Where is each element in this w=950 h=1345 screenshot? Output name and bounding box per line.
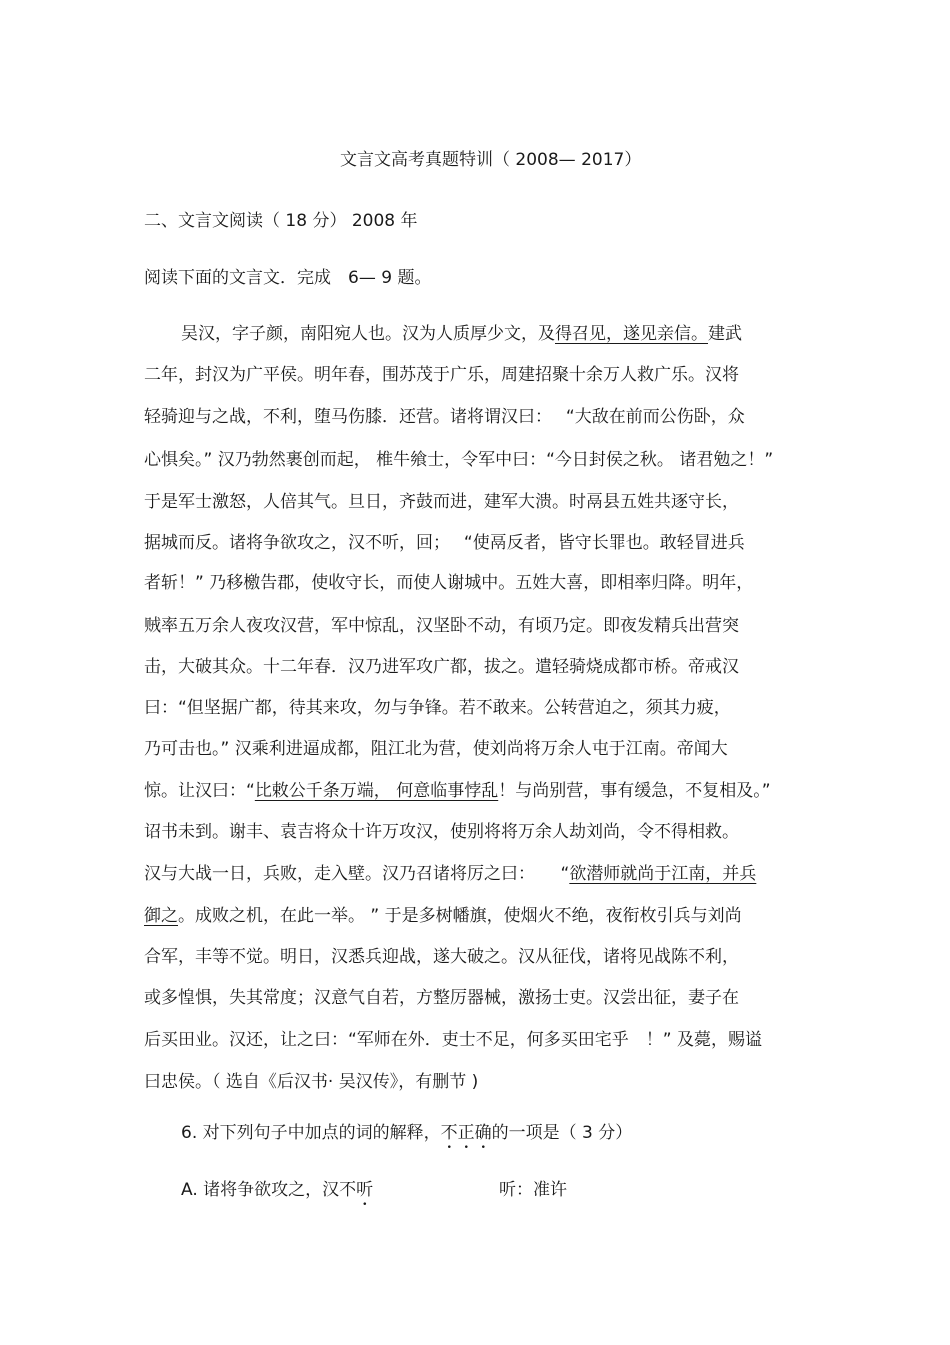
option-a bbox=[181, 1179, 567, 1210]
passage-line-9: 击，大破其众。十二年春．汉乃进军攻广都，拔之。遣轻骑烧成都市桥。帝戒汉 bbox=[144, 657, 739, 677]
dotted-word: 听 bbox=[356, 1180, 374, 1200]
passage-text: 吴汉，字子颜，南阳宛人也。汉为人质厚少文，及 bbox=[181, 324, 555, 344]
passage-line-18: 后买田业。汉还，让之曰：“军师在外．吏士不足，何多买田宅乎 ！” 及薨，赐谥 bbox=[144, 1030, 763, 1050]
option-sentence: 诸将争欲攻之，汉不 bbox=[203, 1180, 357, 1200]
page-title: 文言文高考真题特训（ 2008— 2017） bbox=[340, 150, 642, 170]
passage-text: 建武 bbox=[708, 324, 742, 344]
underlined-phrase: 比敕公千条万端， 何意临事悖乱 bbox=[254, 781, 499, 801]
underlined-phrase: 御之 bbox=[144, 906, 178, 926]
instruction-text: 阅读下面的文言文．完成 6— 9 题。 bbox=[144, 268, 432, 288]
question-text: 6. 对下列句子中加点的词的解释， bbox=[181, 1123, 441, 1143]
section-heading: 二、文言文阅读（ 18 分） 2008 年 bbox=[144, 211, 418, 231]
option-label: A. bbox=[181, 1180, 198, 1200]
passage-line-15 bbox=[144, 905, 742, 927]
underlined-phrase: 欲潜师就尚于江南，并兵 bbox=[569, 864, 757, 884]
passage-line-16: 合军，丰等不觉。明日，汉悉兵迎战，遂大破之。汉从征伐，诸将见战陈不利， bbox=[144, 947, 739, 967]
passage-text: 惊。让汉曰：“ bbox=[144, 781, 255, 801]
passage-line-5: 于是军士激怒，人倍其气。旦日，齐鼓而进，建军大溃。时鬲县五姓共逐守长， bbox=[144, 492, 739, 512]
passage-line-10: 曰：“但坚据广都，待其来攻，勿与争锋。若不敢来。公转营迫之，须其力疲， bbox=[144, 698, 731, 718]
question-6 bbox=[181, 1122, 632, 1153]
passage-line-2: 二年，封汉为广平侯。明年春，围苏茂于广乐，周建招聚十余万人救广乐。汉将 bbox=[144, 365, 739, 385]
emphasis-dotted: 不正确 bbox=[440, 1123, 492, 1143]
option-meaning: 听：准许 bbox=[499, 1180, 567, 1200]
passage-text: ！与尚别营，事有缓急，不复相及。” bbox=[498, 781, 771, 801]
passage-line-3: 轻骑迎与之战，不利，堕马伤膝．还营。诸将谓汉曰： “大敌在前而公伤卧，众 bbox=[144, 407, 745, 427]
passage-line-6: 据城而反。诸将争欲攻之，汉不听，回； “使鬲反者，皆守长罪也。敢轻冒进兵 bbox=[144, 533, 745, 553]
question-text: 的一项是（ 3 分） bbox=[491, 1123, 633, 1143]
passage-line-17: 或多惶惧，失其常度；汉意气自若，方整厉器械，激扬士吏。汉尝出征，妻子在 bbox=[144, 988, 739, 1008]
passage-line-1 bbox=[181, 323, 742, 345]
passage-text: 。成败之机，在此一举。 ” 于是多树幡旗，使烟火不绝，夜衔枚引兵与刘尚 bbox=[178, 906, 742, 926]
underlined-phrase: 得召见，遂见亲信。 bbox=[555, 324, 708, 344]
passage-line-8: 贼率五万余人夜攻汉营，军中惊乱，汉坚卧不动，有顷乃定。即夜发精兵出营突 bbox=[144, 616, 739, 636]
passage-line-19: 曰忠侯。（ 选自《后汉书· 吴汉传》，有删节 ) bbox=[144, 1072, 479, 1092]
passage-text: 汉与大战一日，兵败，走入壁。汉乃召诸将厉之曰： “ bbox=[144, 864, 570, 884]
passage-line-7: 者斩！” 乃移檄告郡，使收守长，而使人谢城中。五姓大喜，即相率归降。明年， bbox=[144, 573, 754, 593]
passage-line-4: 心惧矣。” 汉乃勃然裹创而起， 椎牛飨士，令军中曰：“今日封侯之秋。 诸君勉之！” bbox=[144, 450, 774, 470]
passage-line-11: 乃可击也。” 汉乘利进逼成都，阻江北为营，使刘尚将万余人屯于江南。帝闻大 bbox=[144, 739, 728, 759]
passage-line-13: 诏书未到。谢丰、袁吉将众十许万攻汉，使别将将万余人劫刘尚，令不得相救。 bbox=[144, 822, 739, 842]
passage-line-14 bbox=[144, 863, 756, 885]
passage-line-12 bbox=[144, 780, 771, 802]
